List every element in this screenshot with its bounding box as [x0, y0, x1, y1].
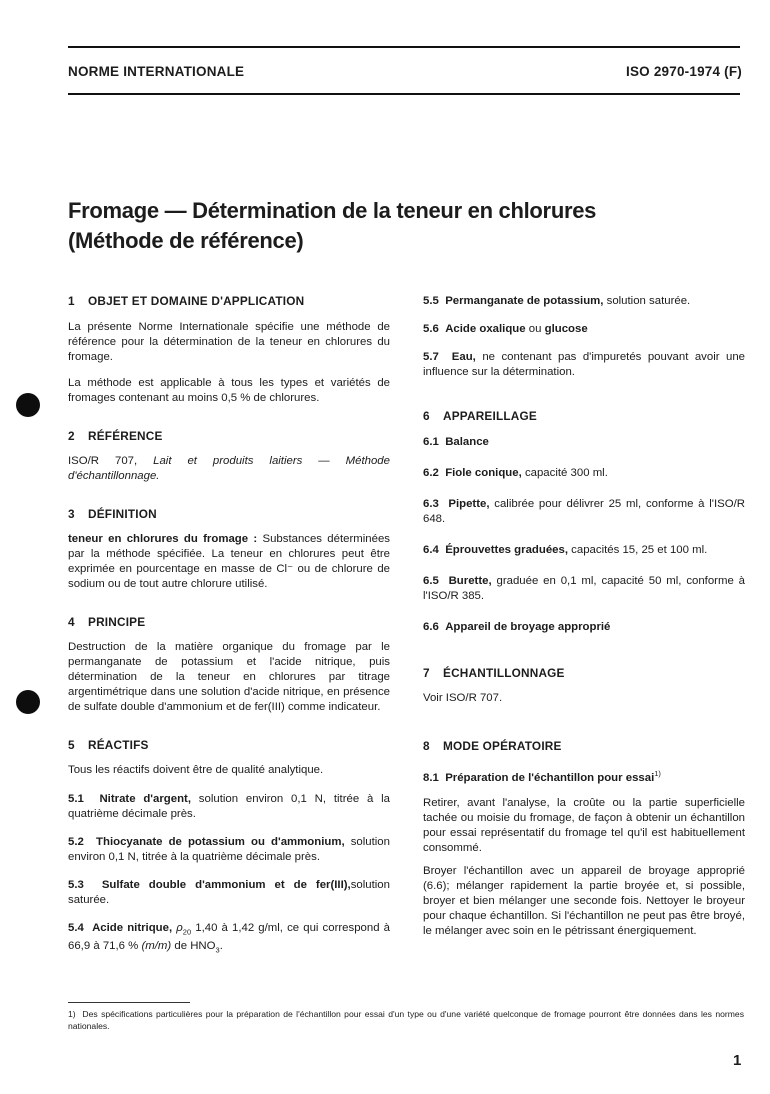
- header-standard-number: ISO 2970-1974 (F): [626, 64, 742, 79]
- section-1-paragraph-2: La méthode est applicable à tous les types et variétés de fromages contenant au moins 0,5 % de chlorures.: [68, 377, 390, 404]
- section-5-heading: 5 RÉACTIFS: [68, 738, 149, 752]
- top-rule: [68, 46, 740, 48]
- reagent-5-1: 5.1 Nitrate d'argent, solution environ 0,1 N, titrée à la quatrième décimale près.: [68, 793, 390, 820]
- apparatus-6-2: 6.2 Fiole conique, capacité 300 ml.: [423, 467, 608, 479]
- apparatus-6-3: 6.3 Pipette, calibrée pour délivrer 25 ml, conforme à l'ISO/R 648.: [423, 498, 745, 525]
- title-line-1: Fromage — Détermination de la teneur en chlorures: [68, 198, 597, 223]
- apparatus-6-1: 6.1 Balance: [423, 436, 489, 448]
- subsection-8-1-heading: 8.1 Préparation de l'échantillon pour essai$^{1)}$: [423, 769, 661, 784]
- section-6-heading: 6 APPAREILLAGE: [423, 409, 537, 423]
- right-column: [423, 294, 745, 939]
- section-1-paragraph-1: La présente Norme Internationale spécifie une méthode de référence pour la détermination de la teneur en chlorures du fromage.: [68, 321, 390, 363]
- binding-hole-top: [16, 393, 40, 417]
- header-rule: [68, 93, 740, 95]
- reagent-5-4: 5.4 Acide nitrique, $\rho_{20}$ 1,40 à 1,42 g/ml, ce qui correspond à 66,9 à 71,6 % (m/m) de $HNO_3$.: [68, 922, 390, 955]
- section-1-heading: 1 OBJET ET DOMAINE D'APPLICATION: [68, 294, 305, 308]
- footnote: 1) Des spécifications particulières pour la préparation de l'échantillon pour essai d'un type ou d'une variété quelconque de fromage pourront être données dans les normes nationales.: [68, 1009, 745, 1031]
- section-2-heading: 2 RÉFÉRENCE: [68, 429, 163, 443]
- footnote-rule: [68, 1002, 190, 1003]
- section-4-paragraph: Destruction de la matière organique du fromage par le permanganate de potassium et l'acide nitrique, puis détermination de la teneur en chlorures par titrage argentimétrique dans une solution d'acide nitrique, en présence de sulfate double d'ammonium et de fer(III) comme indicateur.: [68, 641, 390, 713]
- section-4-heading: 4 PRINCIPE: [68, 615, 146, 629]
- section-8-paragraph-1: Retirer, avant l'analyse, la croûte ou la partie superficielle tachée ou moisie du fromage, de façon à obtenir un échantillon pour essai représentatif du fromage tel qu'il est habituellement consommé.: [423, 796, 745, 854]
- section-5-intro: Tous les réactifs doivent être de qualité analytique.: [68, 764, 324, 776]
- section-3-definition: teneur en chlorures du fromage : Substances déterminées par la méthode spécifiée. La teneur en chlorures peut être exprimée en pourcentage en masse de Cl⁻ ou de chlorure de sodium ou de tout autre chlorure utilisé.: [68, 533, 390, 590]
- apparatus-6-4: 6.4 Éprouvettes graduées, capacités 15, 25 et 100 ml.: [423, 544, 708, 556]
- apparatus-6-5: 6.5 Burette, graduée en 0,1 ml, capacité 50 ml, conforme à l'ISO/R 385.: [423, 575, 745, 602]
- left-column: [68, 294, 390, 958]
- section-7-paragraph: Voir ISO/R 707.: [423, 692, 503, 704]
- apparatus-6-6: 6.6 Appareil de broyage approprié: [423, 621, 611, 633]
- document-title: [68, 196, 740, 256]
- section-3-heading: 3 DÉFINITION: [68, 507, 157, 521]
- reagent-5-6: 5.6 Acide oxalique ou glucose: [423, 323, 588, 335]
- section-2-reference: ISO/R 707, Lait et produits laitiers — Méthode d'échantillonnage.: [68, 455, 390, 482]
- section-7-heading: 7 ÉCHANTILLONNAGE: [423, 666, 565, 680]
- reagent-5-3: 5.3 Sulfate double d'ammonium et de fer(III),solution saturée.: [68, 879, 390, 906]
- reagent-5-7: 5.7 Eau, ne contenant pas d'impuretés pouvant avoir une influence sur la détermination.: [423, 351, 745, 378]
- header-standard-type: NORME INTERNATIONALE: [68, 64, 245, 79]
- title-line-2: (Méthode de référence): [68, 228, 304, 253]
- reagent-5-5: 5.5 Permanganate de potassium, solution saturée.: [423, 295, 691, 307]
- reagent-5-2: 5.2 Thiocyanate de potassium ou d'ammonium, solution environ 0,1 N, titrée à la quatrième décimale près.: [68, 836, 390, 863]
- section-8-heading: 8 MODE OPÉRATOIRE: [423, 739, 562, 753]
- section-8-paragraph-2: Broyer l'échantillon avec un appareil de broyage approprié (6.6); mélanger rapidement la partie broyée et, si possible, broyer et bien mélanger une seconde fois. Nettoyer le broyeur pour chaque échantillon. Si l'échantillon ne peut pas être broyé, le mélanger avec soin en le pétrissant énergiquement.: [423, 864, 745, 937]
- binding-hole-bottom: [16, 690, 40, 714]
- page-number: 1: [733, 1052, 742, 1069]
